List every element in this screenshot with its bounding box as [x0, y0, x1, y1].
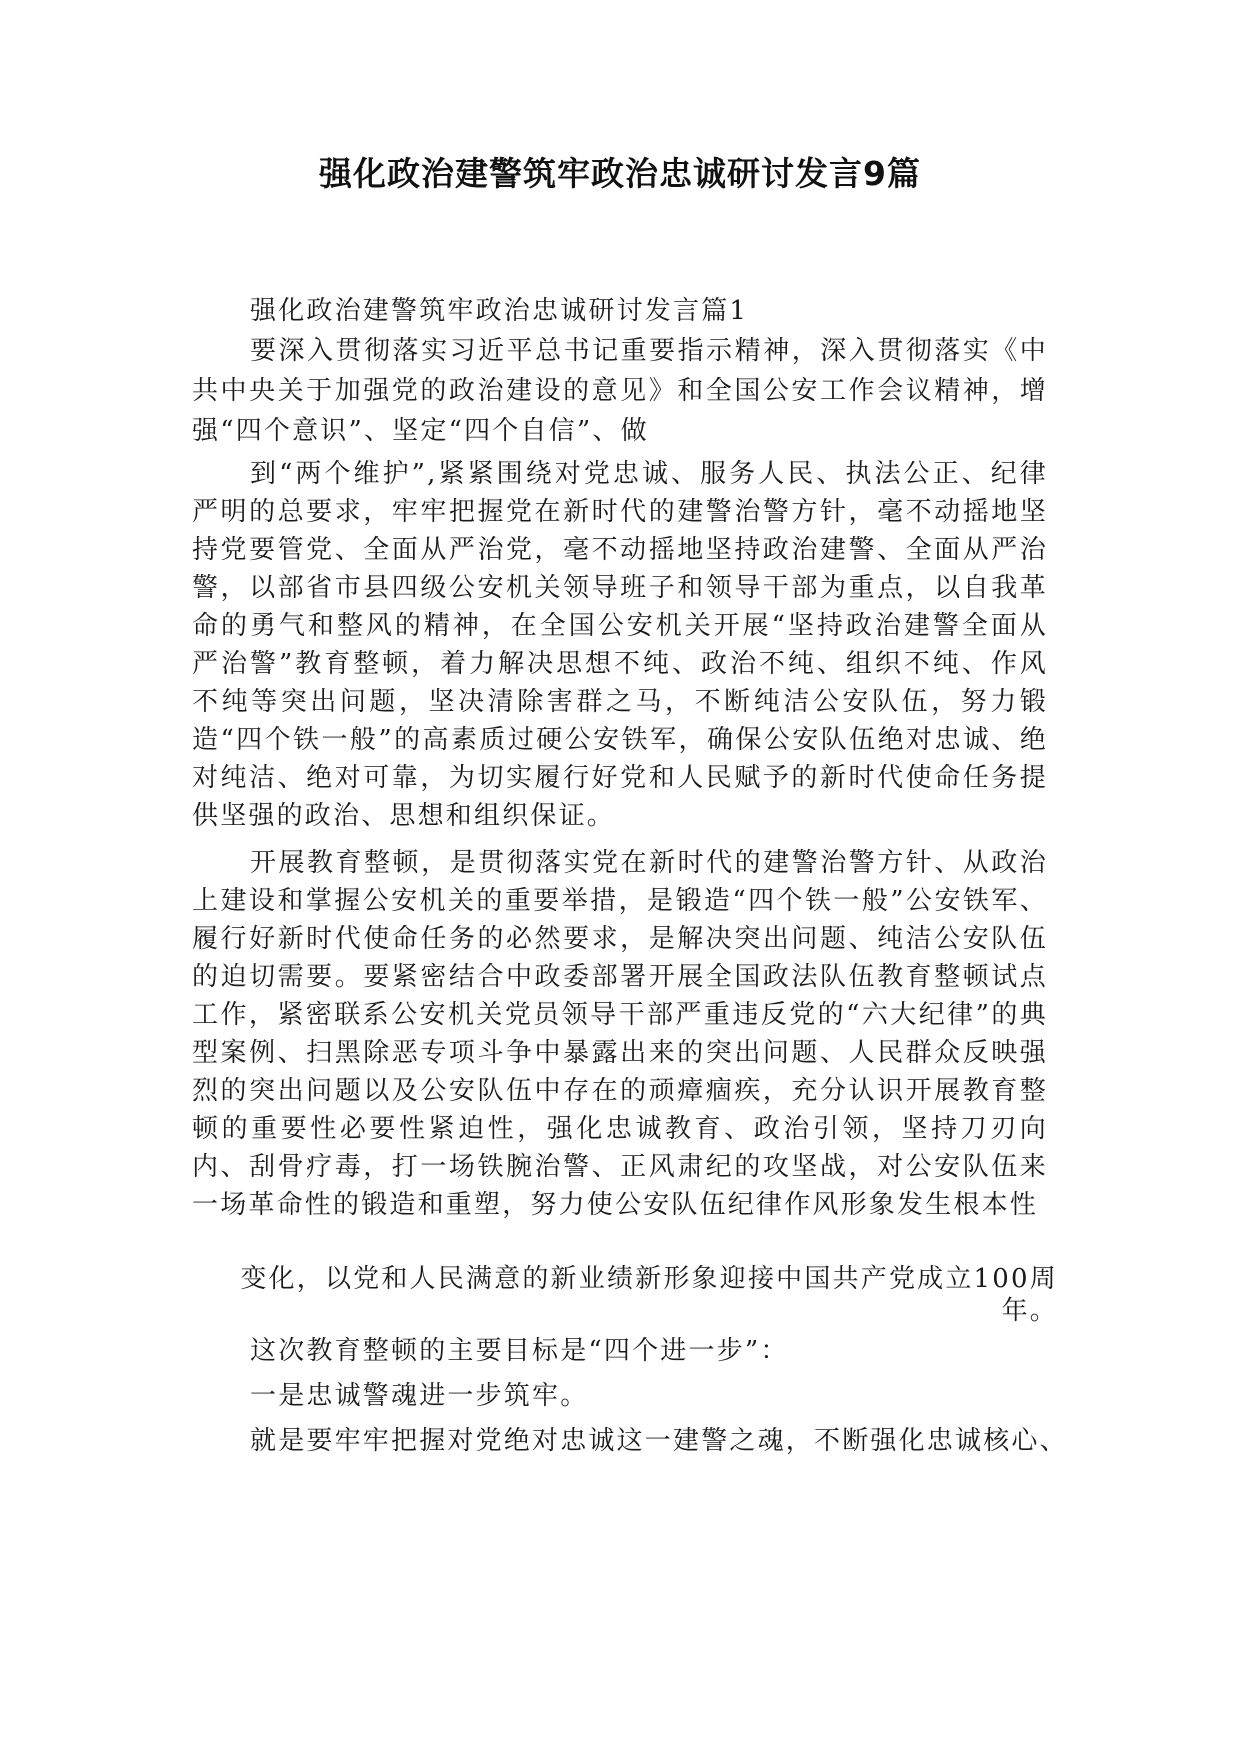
section-heading: 强化政治建警筑牢政治忠诚研讨发言篇1: [250, 296, 749, 326]
paragraph: 要深入贯彻落实习近平总书记重要指示精神，深入贯彻落实《中共中央关于加强党的政治建设的意见》和全国公安工作会议精神，增强“四个意识”、坚定“四个自信”、做: [192, 336, 1048, 446]
paragraph: 开展教育整顿，是贯彻落实党在新时代的建警治警方针、从政治上建设和掌握公安机关的重要举措，是锻造“四个铁一般”公安铁军、履行好新时代使命任务的必然要求，是解决突出问题、纯洁公安队伍的迫切需要。要紧密结合中政委部署开展全国政法队伍教育整顿试点工作，紧密联系公安机关党员领导干部严重违反党的“六大纪律”的典型案例、扫黑除恶专项斗争中暴露出来的突出问题、人民群众反映强烈的突出问题以及公安队伍中存在的顽瘴痼疾，充分认识开展教育整顿的重要性必要性紧迫性，强化忠诚教育、政治引领，坚持刀刃向内、刮骨疗毒，打一场铁腕治警、正风肃纪的攻坚战，对公安队伍来一场革命性的锻造和重塑，努力使公安队伍纪律作风形象发生根本性: [192, 848, 1048, 1220]
paragraph: 就是要牢牢把握对党绝对忠诚这一建警之魂，不断强化忠诚核心、: [250, 1426, 1068, 1456]
paragraph: 到“两个维护”,紧紧围绕对党忠诚、服务人民、执法公正、纪律严明的总要求，牢牢把握党在新时代的建警治警方针，毫不动摇地坚持党要管党、全面从严治党，毫不动摇地坚持政治建警、全面从严治警，以部省市县四级公安机关领导班子和领导干部为重点，以自我革命的勇气和整风的精神，在全国公安机关开展“坚持政治建警全面从严治警”教育整顿，着力解决思想不纯、政治不纯、组织不纯、作风不纯等突出问题，坚决清除害群之马，不断纯洁公安队伍，努力锻造“四个铁一般”的高素质过硬公安铁军，确保公安队伍绝对忠诚、绝对纯洁、绝对可靠，为切实履行好党和人民赋予的新时代使命任务提供坚强的政治、思想和组织保证。: [192, 459, 1048, 831]
paragraph-continuation: 变化，以党和人民满意的新业绩新形象迎接中国共产党成立100周年。: [240, 1264, 1058, 1326]
paragraph: 一是忠诚警魂进一步筑牢。: [250, 1381, 589, 1411]
paragraph: 这次教育整顿的主要目标是“四个进一步”：: [250, 1336, 789, 1366]
document-title: 强化政治建警筑牢政治忠诚研讨发言9篇: [319, 154, 921, 193]
